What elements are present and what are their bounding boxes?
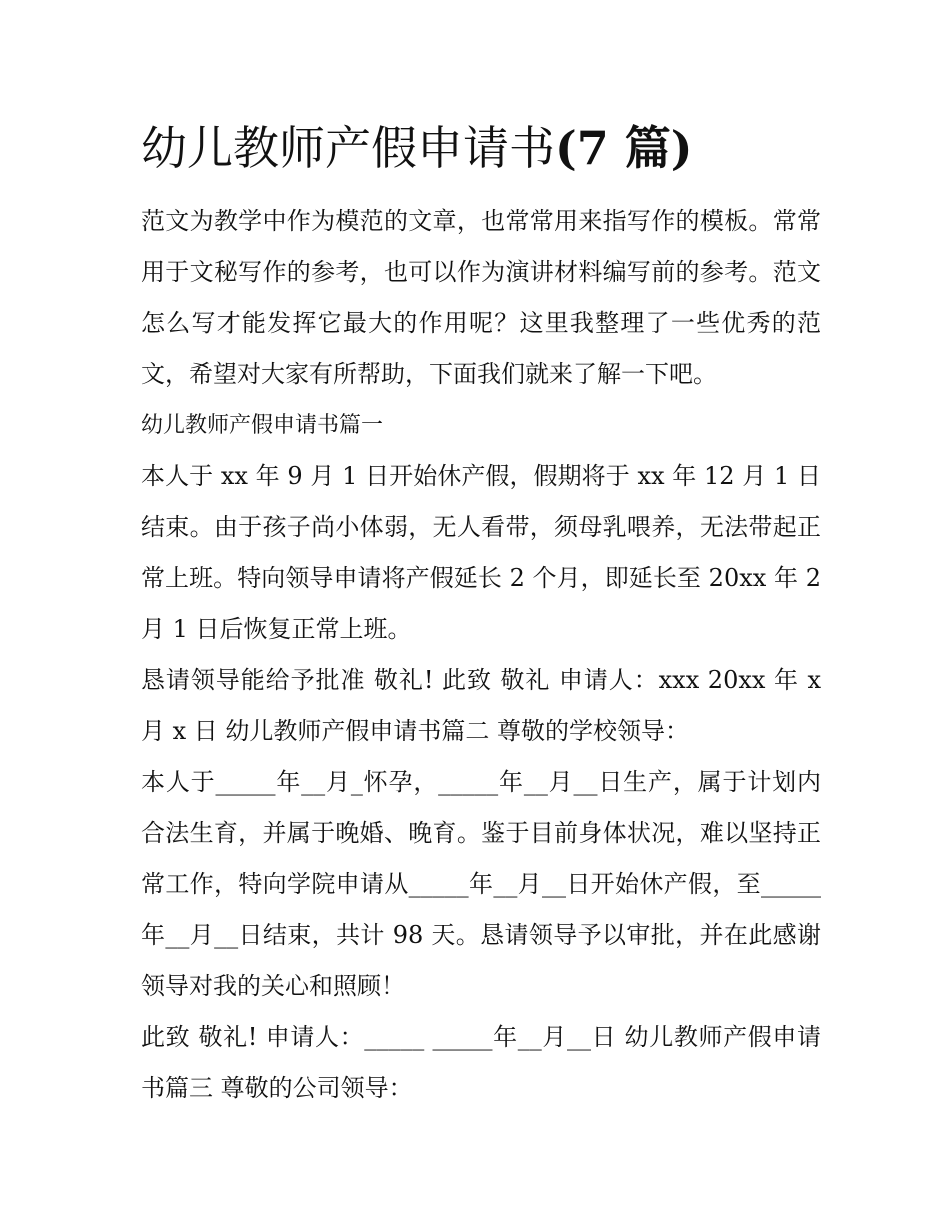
body-paragraph: 本人于_____年__月_怀孕，_____年__月__日生产，属于计划内合法生育，并属于晚婚、晚育。鉴于目前身体状况，难以坚持正常工作，特向学院申请从_____年__月__日开始休产假，至_____年__月__日结束，共计 98 天。恳请领导予以审批，并在此感谢领导对我的关心和照顾！ <box>141 768 821 1000</box>
document-body <box>141 196 821 1114</box>
body-paragraph: 恳请领导能给予批准 敬礼! 此致 敬礼 申请人：xxx 20xx 年 x 月 x 日 幼儿教师产假申请书篇二 尊敬的学校领导： <box>141 666 821 745</box>
section-heading-1: 幼儿教师产假申请书篇一 <box>141 413 384 438</box>
intro-paragraph: 范文为教学中作为模范的文章，也常常用来指写作的模板。常常用于文秘写作的参考，也可以作为演讲材料编写前的参考。范文怎么写才能发挥它最大的作用呢？这里我整理了一些优秀的范文，希望对大家有所帮助，下面我们就来了解一下吧。 <box>141 207 821 388</box>
page-title <box>141 118 841 178</box>
body-paragraph: 此致 敬礼! 申请人：_____ _____年__月__日 幼儿教师产假申请书篇三 尊敬的公司领导： <box>141 1023 821 1102</box>
title-count: (7 篇) <box>555 121 693 175</box>
title-main: 幼儿教师产假申请书 <box>141 121 555 175</box>
body-paragraph: 本人于 xx 年 9 月 1 日开始休产假，假期将于 xx 年 12 月 1 日结束。由于孩子尚小体弱，无人看带，须母乳喂养，无法带起正常上班。特向领导申请将产假延长 2 个月，即延长至 20xx 年 2 月 1 日后恢复正常上班。 <box>141 462 821 643</box>
